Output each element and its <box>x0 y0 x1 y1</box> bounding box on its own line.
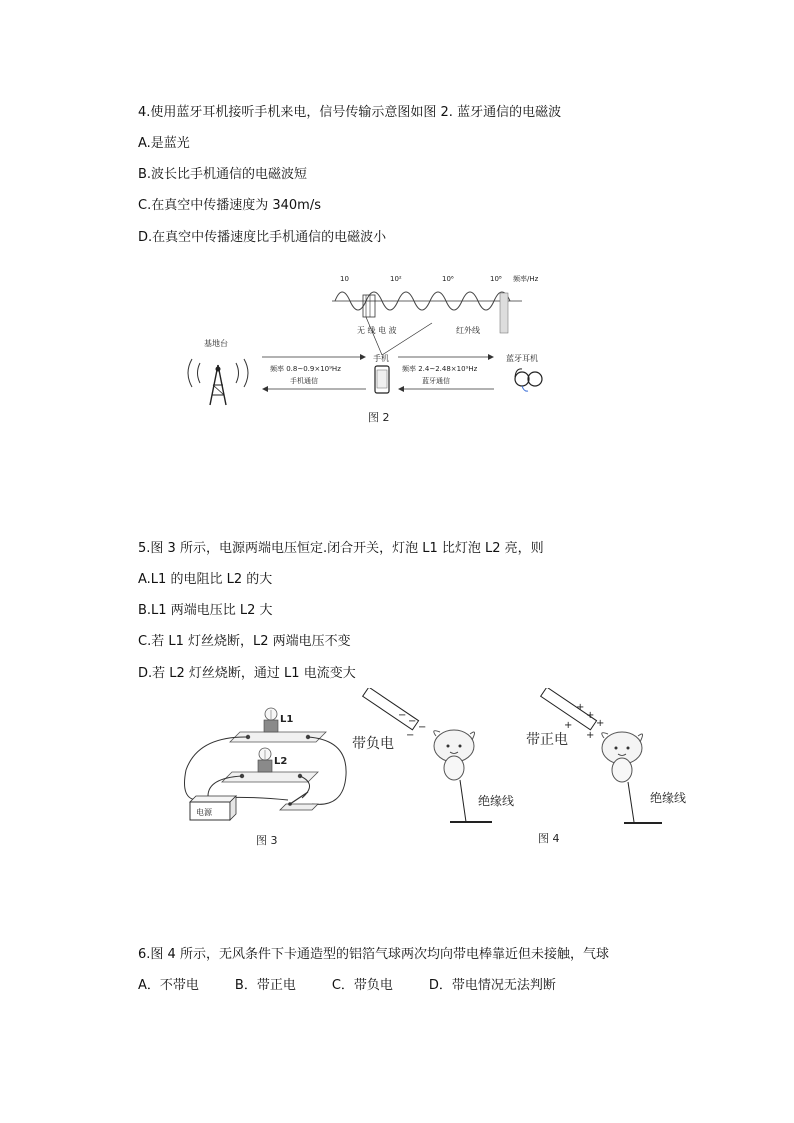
svg-text:−: − <box>418 722 427 733</box>
spectrum-tick-2: 10² <box>390 275 402 283</box>
earphone-label: 蓝牙耳机 <box>506 354 538 363</box>
svg-text:+: + <box>576 702 585 713</box>
band-radio-label: 无 线 电 波 <box>357 326 397 335</box>
spectrum-tick-1: 10 <box>340 275 349 283</box>
balloon-left-icon <box>434 730 475 780</box>
svg-text:+: + <box>586 710 595 721</box>
q5-option-a: A.L1 的电阻比 L2 的大 <box>138 572 273 587</box>
figure-2 <box>170 265 570 430</box>
svg-text:−: − <box>398 710 407 721</box>
balloon-right-icon <box>602 732 643 782</box>
left-link-frequency: 频率 0.8~0.9×10⁹Hz <box>270 365 341 373</box>
phone-label: 手机 <box>373 354 389 363</box>
q5-option-c: C.若 L1 灯丝烧断，L2 两端电压不变 <box>138 634 351 649</box>
bulb-l2-label: L2 <box>274 756 288 767</box>
q6-option-c: C．带负电 <box>331 978 393 993</box>
q5-option-b: B.L1 两端电压比 L2 大 <box>138 603 273 618</box>
q4-stem: 4.使用蓝牙耳机接听手机来电，信号传输示意图如图 2. 蓝牙通信的电磁波 <box>138 105 562 120</box>
right-link-label: 蓝牙通信 <box>422 377 450 385</box>
q4-option-b: B.波长比手机通信的电磁波短 <box>138 167 308 182</box>
q4-option-a: A.是蓝光 <box>138 136 190 151</box>
spectrum-tick-3: 10⁶ <box>442 275 454 283</box>
insulator-left-label: 绝缘线 <box>478 794 515 808</box>
q6-option-a: A．不带电 <box>138 978 199 993</box>
q5-stem: 5.图 3 所示，电源两端电压恒定.闭合开关，灯泡 L1 比灯泡 L2 亮，则 <box>138 541 544 556</box>
q6-stem: 6.图 4 所示，无风条件下卡通造型的铝箔气球两次均向带电棒靠近但未接触，气球 <box>138 947 609 962</box>
q4-option-d: D.在真空中传播速度比手机通信的电磁波小 <box>138 230 387 245</box>
figure-4 <box>350 688 710 850</box>
left-link-label: 手机通信 <box>290 377 318 385</box>
figure-4-caption: 图 4 <box>538 832 560 845</box>
negative-rod-label: 带负电 <box>352 736 394 752</box>
right-link-frequency: 频率 2.4~2.48×10⁹Hz <box>402 365 478 373</box>
switch-icon <box>280 792 318 810</box>
svg-text:+: + <box>596 718 605 729</box>
frequency-unit: 频率/Hz <box>513 275 539 283</box>
q6-options <box>138 977 592 995</box>
bulb-l2-icon <box>259 748 271 760</box>
q4-option-c: C.在真空中传播速度为 340m/s <box>138 198 321 213</box>
infrared-band-marker <box>500 293 508 333</box>
spectrum-tick-4: 10⁸ <box>490 275 502 283</box>
figure-3-caption: 图 3 <box>256 834 278 847</box>
tower-icon <box>210 365 226 405</box>
svg-text:+: + <box>564 720 573 731</box>
q5-option-d: D.若 L2 灯丝烧断，通过 L1 电流变大 <box>138 666 356 681</box>
svg-text:−: − <box>408 716 417 727</box>
insulator-right-label: 绝缘线 <box>650 791 687 805</box>
battery-label: 电源 <box>196 808 212 817</box>
radio-band-marker <box>363 295 375 317</box>
bulb-l1-icon <box>265 708 277 720</box>
earphone-icon <box>515 369 542 391</box>
positive-rod-label: 带正电 <box>526 732 568 748</box>
figure-3 <box>178 700 353 852</box>
bulb-l1-label: L1 <box>280 714 294 725</box>
figure-2-caption: 图 2 <box>368 411 390 424</box>
svg-text:+: + <box>586 730 595 741</box>
svg-text:−: − <box>406 730 415 741</box>
q6-option-d: D．带电情况无法判断 <box>428 978 556 993</box>
base-station-label: 基地台 <box>204 339 228 348</box>
q6-option-b: B．带正电 <box>234 978 296 993</box>
band-infrared-label: 红外线 <box>456 326 480 335</box>
